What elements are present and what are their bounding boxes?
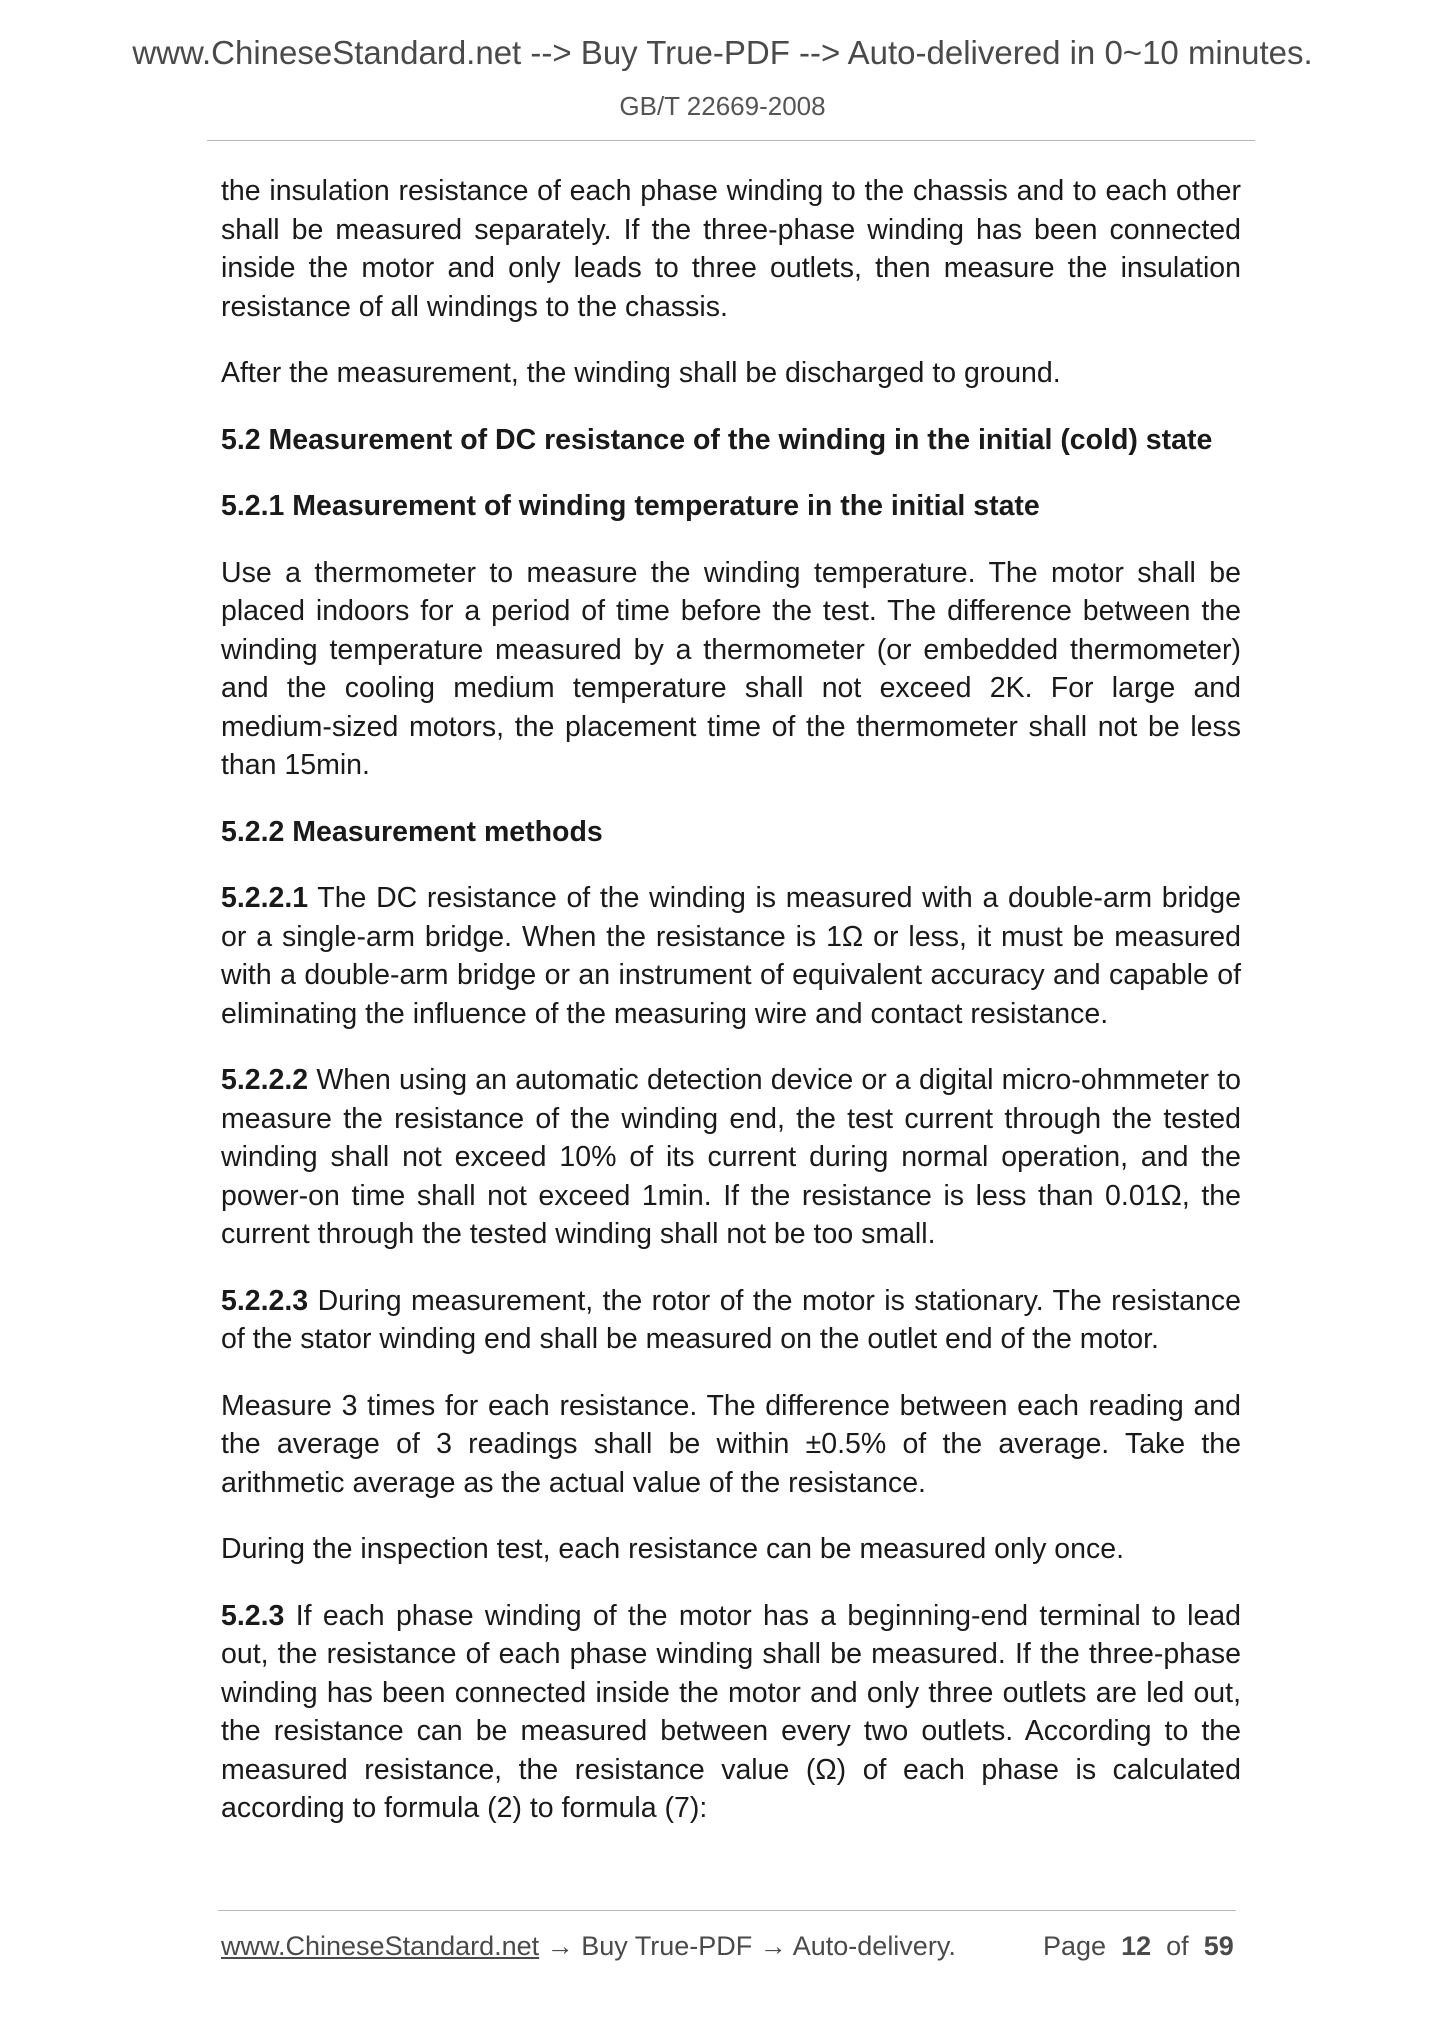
paragraph-inspection: During the inspection test, each resistance can be measured only once. bbox=[221, 1533, 1125, 1565]
clause-number: 5.2.2.2 bbox=[221, 1064, 309, 1096]
paragraph-measure-three-times: Measure 3 times for each resistance. The difference between each reading and the average of 3 readings shall be within ±0.5% of the average. Take the arithmetic average as the actual value of the resistance. bbox=[221, 1389, 1241, 1499]
footer-site-link[interactable]: www.ChineseStandard.net bbox=[221, 1931, 540, 1961]
footer-tail-text: → Buy True-PDF → Auto-delivery. bbox=[539, 1931, 956, 1961]
paragraph-5-2-2-1 bbox=[221, 879, 1241, 1033]
footer-divider bbox=[218, 1910, 1236, 1911]
header-divider bbox=[207, 140, 1255, 141]
paragraph-5-2-1: Use a thermometer to measure the winding temperature. The motor shall be placed indoors for a period of time before the test. The difference between the winding temperature measured by a thermometer (or embedded thermometer) and the cooling medium temperature shall not exceed 2K. For large and medium-sized motors, the placement time of the thermometer shall not be less than 15min. bbox=[221, 556, 1241, 781]
heading-5-2-2: 5.2.2 Measurement methods bbox=[221, 815, 603, 848]
page-counter bbox=[1043, 1931, 1234, 1962]
site-banner: www.ChineseStandard.net --> Buy True-PDF --> Auto-delivered in 0~10 minutes. bbox=[132, 34, 1313, 71]
current-page-number: 12 bbox=[1121, 1931, 1152, 1961]
heading-5-2: 5.2 Measurement of DC resistance of the winding in the initial (cold) state bbox=[221, 423, 1213, 456]
clause-text: The DC resistance of the winding is measured with a double-arm bridge or a single-arm bridge. When the resistance is 1Ω or less, it must be measured with a double-arm bridge or an instrument of equivalent accuracy and capable of eliminating the influence of the measuring wire and contact resistance. bbox=[221, 882, 1241, 1030]
total-pages: 59 bbox=[1203, 1931, 1234, 1961]
heading-5-2-1: 5.2.1 Measurement of winding temperature in the initial state bbox=[221, 490, 1040, 522]
clause-text: If each phase winding of the motor has a beginning-end terminal to lead out, the resistance of each phase winding shall be measured. If the three-phase winding has been connected inside the motor and only three outlets are led out, the resistance can be measured between every two outlets. According to the measured resistance, the resistance value (Ω) of each phase is calculated according to formula (2) to formula (7): bbox=[221, 1599, 1241, 1824]
clause-number: 5.2.2.3 bbox=[221, 1284, 309, 1317]
footer-link-line bbox=[221, 1931, 956, 1962]
standard-code: GB/T 22669-2008 bbox=[619, 91, 826, 121]
page-word: Page bbox=[1043, 1931, 1107, 1961]
paragraph-5-2-2-3 bbox=[221, 1282, 1241, 1359]
clause-text: During measurement, the rotor of the motor is stationary. The resistance of the stator winding end shall be measured on the outlet end of the motor. bbox=[221, 1284, 1241, 1355]
paragraph-intro: the insulation resistance of each phase winding to the chassis and to each other shall be measured separately. If the three-phase winding has been connected inside the motor and only leads to three outlets, then measure the insulation resistance of all windings to the chassis. bbox=[221, 175, 1241, 323]
clause-number: 5.2.3 bbox=[221, 1599, 285, 1632]
paragraph-5-2-3 bbox=[221, 1597, 1241, 1828]
paragraph-5-2-2-2 bbox=[221, 1061, 1241, 1254]
clause-text: When using an automatic detection device or a digital micro-ohmmeter to measure the resistance of the winding end, the test current through the tested winding shall not exceed 10% of its current during normal operation, and the power-on time shall not exceed 1min. If the resistance is less than 0.01Ω, the current through the tested winding shall not be too small. bbox=[221, 1064, 1241, 1250]
paragraph-discharge: After the measurement, the winding shall be discharged to ground. bbox=[221, 357, 1061, 389]
of-word: of bbox=[1166, 1931, 1189, 1961]
document-body bbox=[221, 172, 1241, 1856]
clause-number: 5.2.2.1 bbox=[221, 882, 309, 914]
